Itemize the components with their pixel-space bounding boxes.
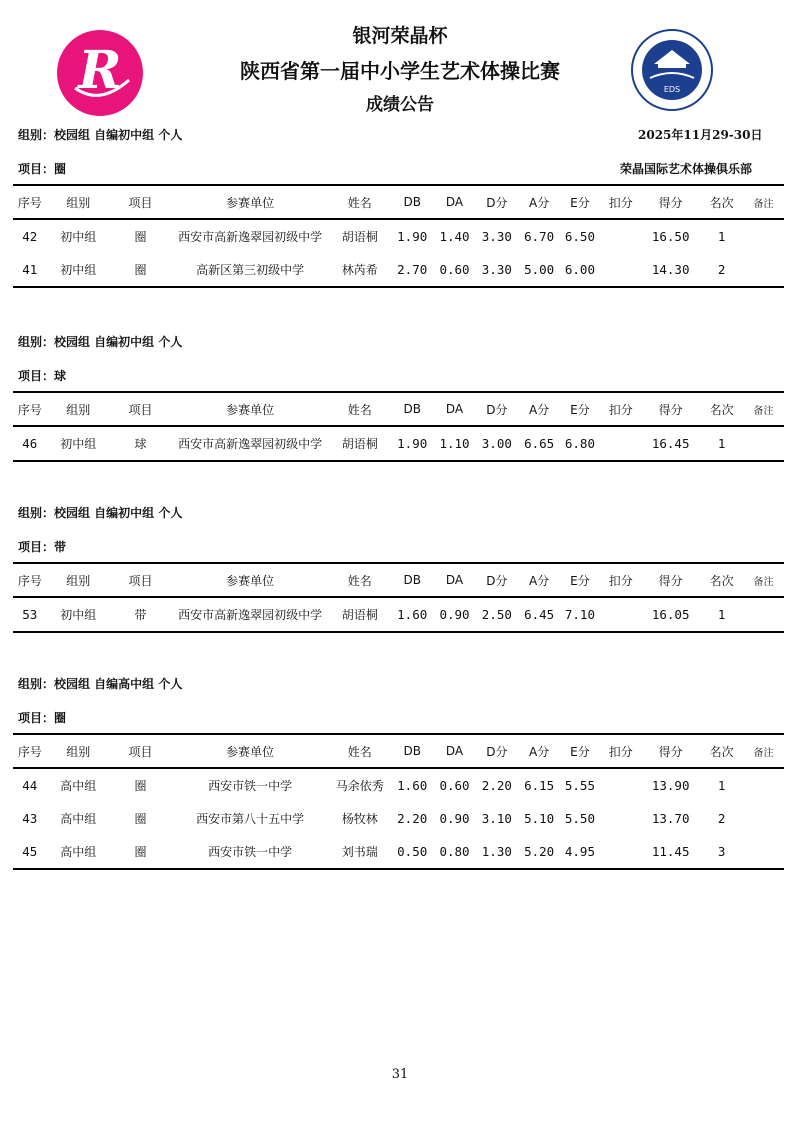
- col-group: 初中组: [47, 426, 110, 461]
- col-score: 16.50: [651, 229, 690, 244]
- table-row: [13, 768, 784, 802]
- col-db: 0.50: [390, 835, 434, 869]
- col-index: 44: [22, 778, 38, 793]
- col-deduct: [600, 802, 641, 835]
- column-header: 扣分: [600, 734, 641, 768]
- logo-caption: EDS: [663, 85, 681, 94]
- column-header: DA: [434, 734, 475, 768]
- col-item: 圈: [134, 779, 147, 793]
- col-group: 高中组: [60, 812, 97, 826]
- column-header: 组别: [47, 185, 110, 219]
- col-rank: 1: [700, 426, 743, 461]
- column-header: D分: [475, 392, 519, 426]
- table-row: [13, 835, 784, 869]
- column-header: 得分: [641, 734, 700, 768]
- col-name: 林芮希: [329, 253, 390, 287]
- col-a: 5.10: [524, 811, 555, 826]
- column-header: 备注: [743, 392, 784, 426]
- col-unit: 西安市铁一中学: [171, 835, 329, 869]
- column-header: 备注: [743, 734, 784, 768]
- results-table: [13, 733, 784, 870]
- col-index: 45: [13, 835, 47, 869]
- col-d: 3.10: [481, 811, 512, 826]
- col-da: 0.60: [434, 253, 475, 287]
- column-header: DB: [390, 563, 434, 597]
- column-header: 备注: [743, 563, 784, 597]
- col-d: 3.30: [475, 253, 519, 287]
- column-header: 备注: [743, 185, 784, 219]
- header-row: [13, 734, 784, 768]
- col-a: 6.65: [519, 426, 560, 461]
- column-header: E分: [560, 563, 601, 597]
- column-header: 姓名: [329, 392, 390, 426]
- column-header: 扣分: [600, 563, 641, 597]
- event-date: 2025年11月29-30日: [638, 128, 763, 142]
- results-table: [13, 184, 784, 288]
- col-index: 43: [22, 811, 38, 826]
- column-header: A分: [519, 563, 560, 597]
- column-header: 序号: [13, 734, 47, 768]
- results-table: [13, 391, 784, 462]
- col-score: 11.45: [641, 835, 700, 869]
- event-name: 银河荣晶杯: [352, 25, 448, 47]
- item-label: 项目：圈: [18, 162, 67, 176]
- column-header: 姓名: [329, 185, 390, 219]
- col-index: 41: [13, 253, 47, 287]
- col-unit: 西安市高新逸翠园初级中学: [178, 230, 323, 244]
- col-db: 1.60: [390, 597, 434, 632]
- col-rank: 2: [717, 811, 726, 826]
- col-group: 初中组: [47, 597, 110, 632]
- group-label: 组别：校园组 自编初中组 个人: [18, 506, 183, 520]
- column-header: E分: [560, 734, 601, 768]
- col-index: 53: [13, 597, 47, 632]
- col-da: 1.10: [434, 426, 475, 461]
- header-row: [13, 185, 784, 219]
- col-score: 14.30: [641, 253, 700, 287]
- col-da: 0.90: [434, 597, 475, 632]
- column-header: 组别: [47, 392, 110, 426]
- col-e: 4.95: [560, 835, 601, 869]
- col-a: 5.00: [519, 253, 560, 287]
- column-header: 项目: [110, 185, 171, 219]
- col-deduct: [600, 426, 641, 461]
- column-header: 参赛单位: [171, 734, 329, 768]
- column-header: 项目: [110, 734, 171, 768]
- group-label: 组别：校园组 自编初中组 个人: [18, 128, 183, 142]
- col-remark: [743, 219, 784, 253]
- header-row: [13, 392, 784, 426]
- col-remark: [743, 768, 784, 802]
- col-db: 2.70: [390, 253, 434, 287]
- col-e: 6.00: [560, 253, 601, 287]
- column-header: 得分: [641, 185, 700, 219]
- column-header: 得分: [641, 563, 700, 597]
- organizer-club: 荣晶国际艺术体操俱乐部: [620, 162, 753, 176]
- column-header: DB: [390, 734, 434, 768]
- table-row: [13, 597, 784, 632]
- table-row: [13, 802, 784, 835]
- col-deduct: [600, 768, 641, 802]
- column-header: 扣分: [600, 392, 641, 426]
- column-header: D分: [475, 563, 519, 597]
- column-header: E分: [560, 185, 601, 219]
- col-rank: 1: [700, 597, 743, 632]
- results-table: [13, 562, 784, 633]
- col-e: 5.55: [564, 778, 595, 793]
- col-rank: 3: [700, 835, 743, 869]
- column-header: 参赛单位: [171, 392, 329, 426]
- col-group: 高中组: [47, 835, 110, 869]
- column-header: DB: [390, 392, 434, 426]
- col-da: 0.80: [434, 835, 475, 869]
- col-unit: 西安市高新逸翠园初级中学: [171, 426, 329, 461]
- col-name: 胡语桐: [329, 426, 390, 461]
- column-header: 组别: [47, 563, 110, 597]
- logo-letter: R: [78, 40, 122, 101]
- col-group: 高中组: [60, 779, 97, 793]
- col-item: 圈: [134, 230, 147, 244]
- column-header: DA: [434, 563, 475, 597]
- col-remark: [743, 802, 784, 835]
- column-header: 名次: [700, 563, 743, 597]
- col-db: 1.90: [390, 426, 434, 461]
- col-d: 1.30: [475, 835, 519, 869]
- col-da: 0.90: [439, 811, 470, 826]
- column-header: A分: [519, 734, 560, 768]
- header-row: [13, 563, 784, 597]
- column-header: 姓名: [329, 563, 390, 597]
- item-label: 项目：球: [18, 369, 67, 383]
- col-remark: [743, 597, 784, 632]
- column-header: 得分: [641, 392, 700, 426]
- col-remark: [743, 253, 784, 287]
- col-group: 初中组: [60, 230, 97, 244]
- col-name: 刘书瑞: [329, 835, 390, 869]
- col-d: 3.30: [481, 229, 512, 244]
- col-score: 16.45: [641, 426, 700, 461]
- col-unit: 高新区第三初级中学: [171, 253, 329, 287]
- column-header: 序号: [13, 392, 47, 426]
- event-title: 陕西省第一届中小学生艺术体操比赛: [240, 59, 560, 83]
- column-header: 姓名: [329, 734, 390, 768]
- col-unit: 西安市高新逸翠园初级中学: [171, 597, 329, 632]
- col-da: 1.40: [439, 229, 470, 244]
- col-score: 13.90: [651, 778, 690, 793]
- col-a: 5.20: [519, 835, 560, 869]
- column-header: 参赛单位: [171, 185, 329, 219]
- col-unit: 西安市第八十五中学: [196, 812, 305, 826]
- col-item: 圈: [134, 812, 147, 826]
- column-header: 项目: [110, 392, 171, 426]
- col-d: 2.50: [475, 597, 519, 632]
- col-rank: 1: [717, 778, 726, 793]
- column-header: A分: [519, 392, 560, 426]
- col-name: 杨牧林: [341, 812, 378, 826]
- col-item: 球: [110, 426, 171, 461]
- col-item: 圈: [110, 835, 171, 869]
- col-item: 带: [110, 597, 171, 632]
- page-number: 31: [391, 1067, 409, 1082]
- col-db: 1.60: [397, 778, 428, 793]
- col-deduct: [600, 597, 641, 632]
- col-index: 46: [13, 426, 47, 461]
- column-header: 扣分: [600, 185, 641, 219]
- col-a: 6.15: [524, 778, 555, 793]
- col-db: 1.90: [397, 229, 428, 244]
- item-label: 项目：圈: [18, 711, 67, 725]
- col-remark: [743, 426, 784, 461]
- col-a: 6.70: [524, 229, 555, 244]
- column-header: 组别: [47, 734, 110, 768]
- column-header: DB: [390, 185, 434, 219]
- table-row: [13, 219, 784, 253]
- column-header: 项目: [110, 563, 171, 597]
- col-a: 6.45: [519, 597, 560, 632]
- column-header: 名次: [700, 185, 743, 219]
- item-label: 项目：带: [18, 540, 67, 554]
- col-e: 5.50: [564, 811, 595, 826]
- col-e: 7.10: [560, 597, 601, 632]
- col-deduct: [600, 253, 641, 287]
- column-header: DA: [434, 392, 475, 426]
- col-d: 3.00: [475, 426, 519, 461]
- col-name: 马余依秀: [335, 779, 384, 793]
- group-label: 组别：校园组 自编初中组 个人: [18, 335, 183, 349]
- column-header: 序号: [13, 563, 47, 597]
- col-da: 0.60: [439, 778, 470, 793]
- column-header: A分: [519, 185, 560, 219]
- col-item: 圈: [110, 253, 171, 287]
- column-header: 参赛单位: [171, 563, 329, 597]
- col-db: 2.20: [397, 811, 428, 826]
- column-header: D分: [475, 185, 519, 219]
- table-row: [13, 253, 784, 287]
- col-e: 6.80: [560, 426, 601, 461]
- column-header: 名次: [700, 392, 743, 426]
- col-unit: 西安市铁一中学: [208, 779, 293, 793]
- col-rank: 2: [700, 253, 743, 287]
- col-d: 2.20: [481, 778, 512, 793]
- column-header: 名次: [700, 734, 743, 768]
- col-deduct: [600, 835, 641, 869]
- page-title: 成绩公告: [366, 95, 434, 115]
- col-deduct: [600, 219, 641, 253]
- col-score: 16.05: [641, 597, 700, 632]
- col-score: 13.70: [651, 811, 690, 826]
- col-name: 胡语桐: [329, 597, 390, 632]
- col-remark: [743, 835, 784, 869]
- col-group: 初中组: [47, 253, 110, 287]
- col-rank: 1: [717, 229, 726, 244]
- group-label: 组别：校园组 自编高中组 个人: [18, 677, 183, 691]
- col-e: 6.50: [564, 229, 595, 244]
- table-row: [13, 426, 784, 461]
- column-header: E分: [560, 392, 601, 426]
- column-header: D分: [475, 734, 519, 768]
- column-header: 序号: [13, 185, 47, 219]
- col-name: 胡语桐: [341, 230, 378, 244]
- col-index: 42: [22, 229, 38, 244]
- column-header: DA: [434, 185, 475, 219]
